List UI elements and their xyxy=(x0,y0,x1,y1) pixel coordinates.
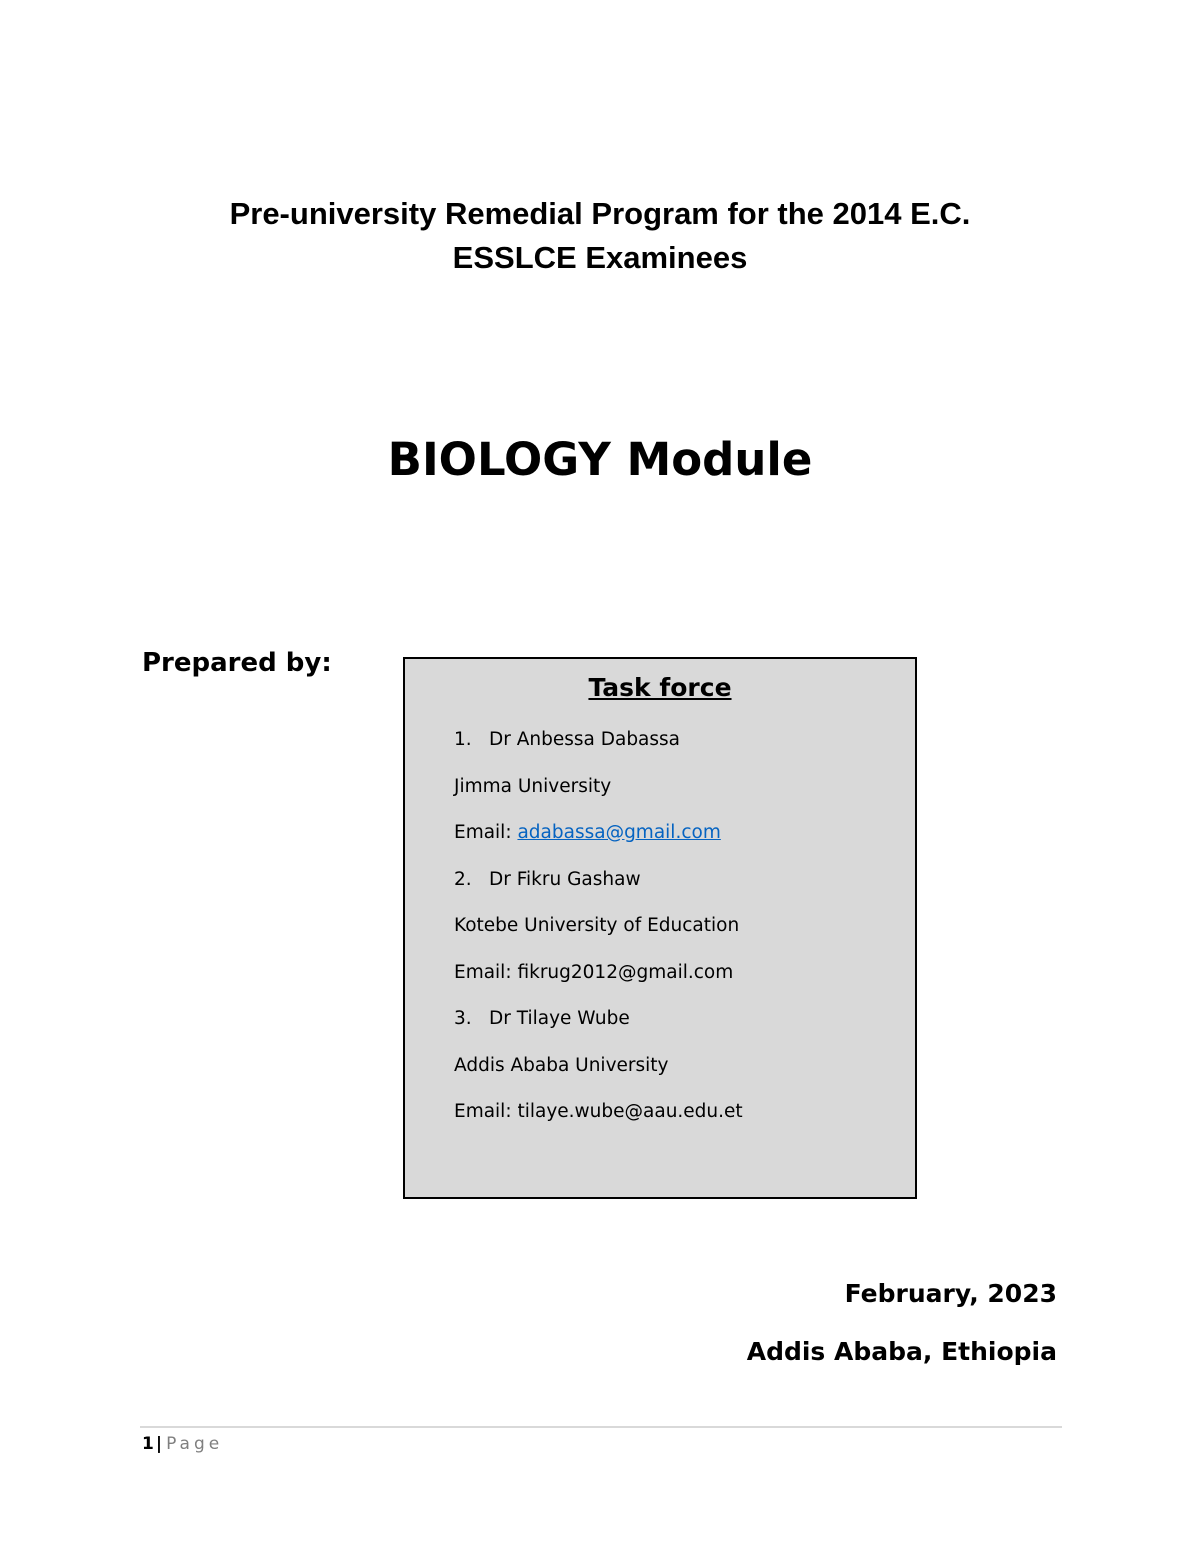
member-number: 2. xyxy=(454,868,472,890)
member-email-line xyxy=(454,1097,894,1144)
page-footer xyxy=(142,1432,223,1456)
task-force-heading: Task force xyxy=(588,673,732,702)
publication-date: February, 2023 xyxy=(844,1279,1057,1308)
member-number: 3. xyxy=(454,1008,472,1029)
member-institution: Kotebe University of Education xyxy=(454,915,740,936)
publication-place: Addis Ababa, Ethiopia xyxy=(746,1337,1057,1366)
member-name: Dr Fikru Gashaw xyxy=(489,868,641,890)
member-institution: Addis Ababa University xyxy=(454,1054,669,1076)
member-name-line xyxy=(454,725,894,772)
member-name-line xyxy=(454,1004,894,1051)
member-email-line xyxy=(454,818,894,865)
module-title: BIOLOGY Module xyxy=(387,433,813,486)
member-email: tilaye.wube@aau.edu.et xyxy=(517,1101,743,1122)
page-separator: | xyxy=(155,1434,163,1454)
member-email-line xyxy=(454,958,894,1005)
email-link[interactable]: adabassa@gmail.com xyxy=(517,822,721,843)
email-label: Email: xyxy=(454,1101,518,1122)
program-title-line-1: Pre-university Remedial Program for the 2014 E.C. xyxy=(229,196,971,231)
member-email: fikrug2012@gmail.com xyxy=(517,961,734,983)
member-name: Dr Tilaye Wube xyxy=(489,1008,630,1029)
task-force-list xyxy=(454,725,894,1144)
member-name: Dr Anbessa Dabassa xyxy=(489,729,681,750)
footer-divider xyxy=(140,1426,1062,1428)
email-label: Email: xyxy=(454,961,518,983)
page-number: 1 xyxy=(142,1434,154,1454)
member-name-line xyxy=(454,865,894,912)
program-title-line-2: ESSLCE Examinees xyxy=(452,240,748,275)
page-label: Page xyxy=(166,1434,224,1454)
member-institution: Jimma University xyxy=(454,775,612,797)
program-title xyxy=(0,192,1200,280)
member-number: 1. xyxy=(454,729,472,750)
task-force-box xyxy=(403,657,917,1199)
email-label: Email: xyxy=(454,822,518,843)
prepared-by-label: Prepared by: xyxy=(142,648,332,678)
